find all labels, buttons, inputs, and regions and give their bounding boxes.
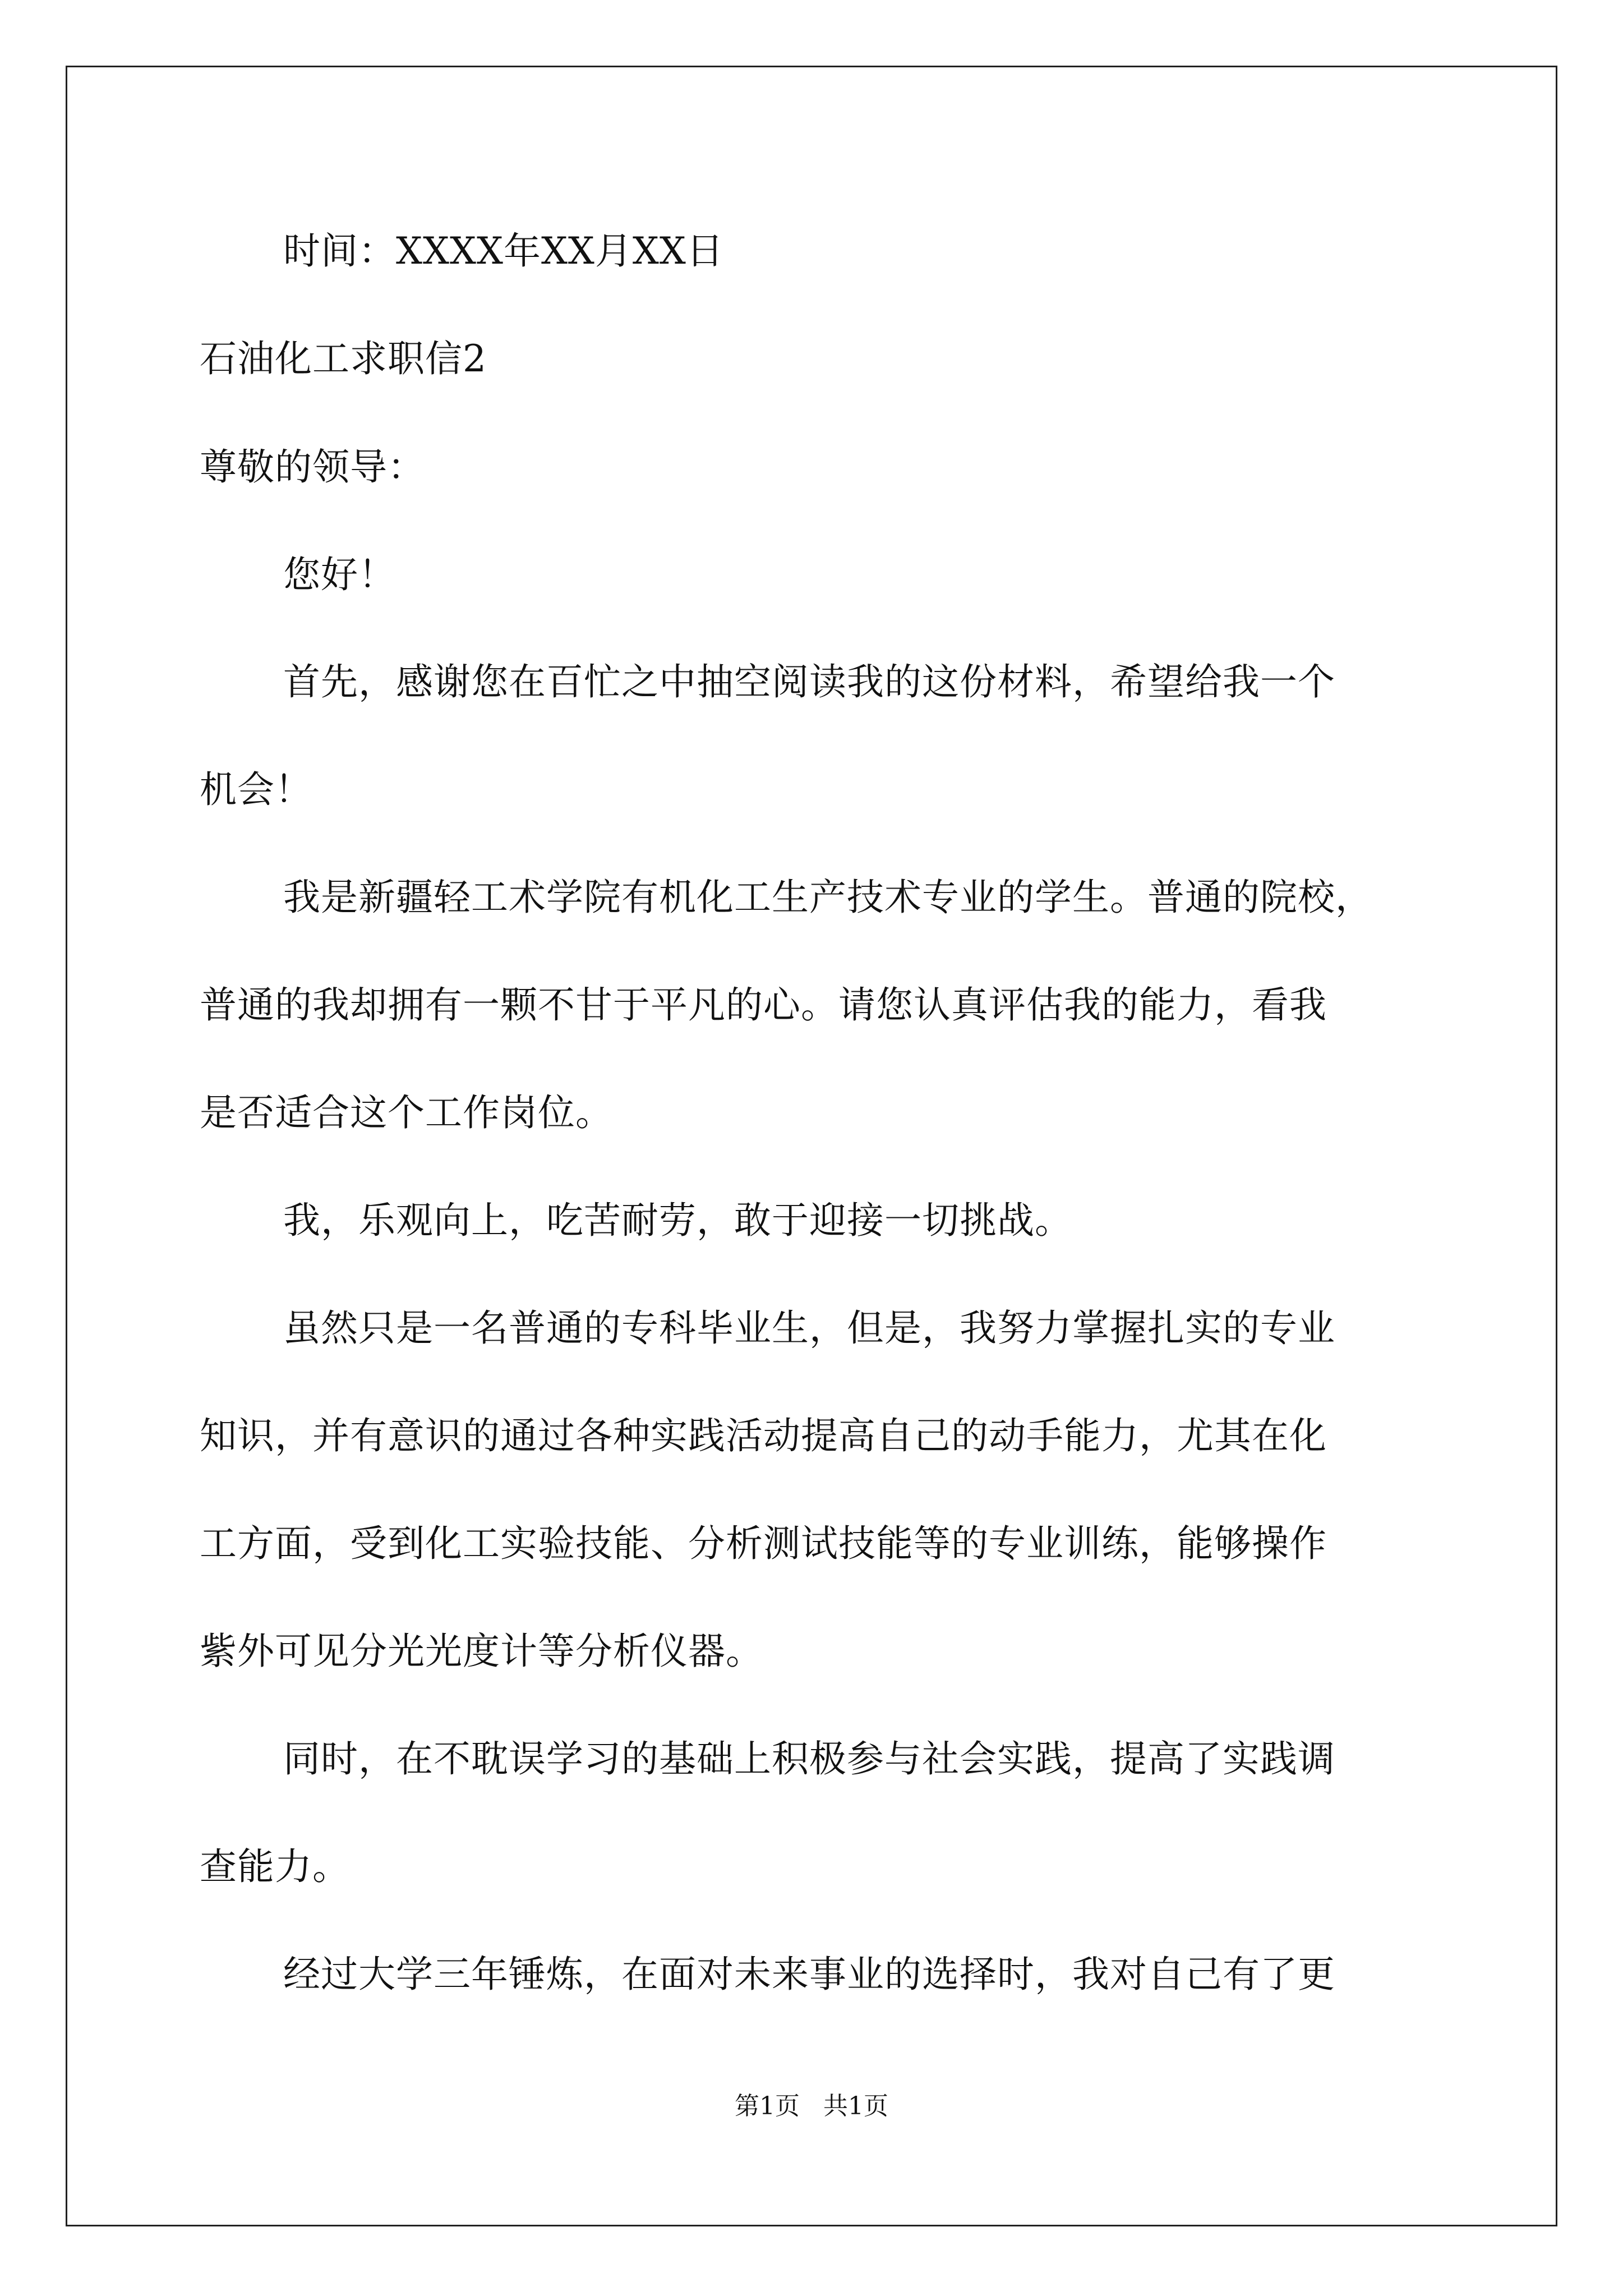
paragraph-line: 虽然只是一名普通的专科毕业生，但是，我努力掌握扎实的专业 <box>283 1306 1335 1350</box>
paragraph-line: 机会！ <box>200 768 312 811</box>
paragraph-line: 是否适合这个工作岗位。 <box>200 1091 613 1134</box>
paragraph-line: 我，乐观向上，吃苦耐劳，敢于迎接一切挑战。 <box>283 1199 1072 1242</box>
paragraph-line: 同时，在不耽误学习的基础上积极参与社会实践，提高了实践调 <box>283 1737 1335 1780</box>
greeting: 您好！ <box>283 553 396 596</box>
paragraph-line: 知识，并有意识的通过各种实践活动提高自己的动手能力，尤其在化 <box>200 1414 1327 1457</box>
paragraph-line: 普通的我却拥有一颗不甘于平凡的心。请您认真评估我的能力，看我 <box>200 983 1327 1027</box>
salutation: 尊敬的领导： <box>200 445 425 489</box>
letter-title: 石油化工求职信2 <box>200 337 487 380</box>
paragraph-line: 我是新疆轻工术学院有机化工生产技术专业的学生。普通的院校， <box>283 876 1373 919</box>
paragraph-line: 工方面，受到化工实验技能、分析测试技能等的专业训练，能够操作 <box>200 1522 1327 1565</box>
paragraph-line: 紫外可见分光光度计等分析仪器。 <box>200 1630 763 1673</box>
paragraph-line: 经过大学三年锤炼，在面对未来事业的选择时，我对自己有了更 <box>283 1953 1335 1996</box>
page-border <box>66 66 1557 2226</box>
page-footer: 第1页 共1页 <box>735 2092 888 2120</box>
paragraph-line: 首先，感谢您在百忙之中抽空阅读我的这份材料，希望给我一个 <box>283 660 1335 703</box>
date-line: 时间：XXXX年XX月XX日 <box>283 229 724 273</box>
paragraph-line: 查能力。 <box>200 1845 350 1888</box>
